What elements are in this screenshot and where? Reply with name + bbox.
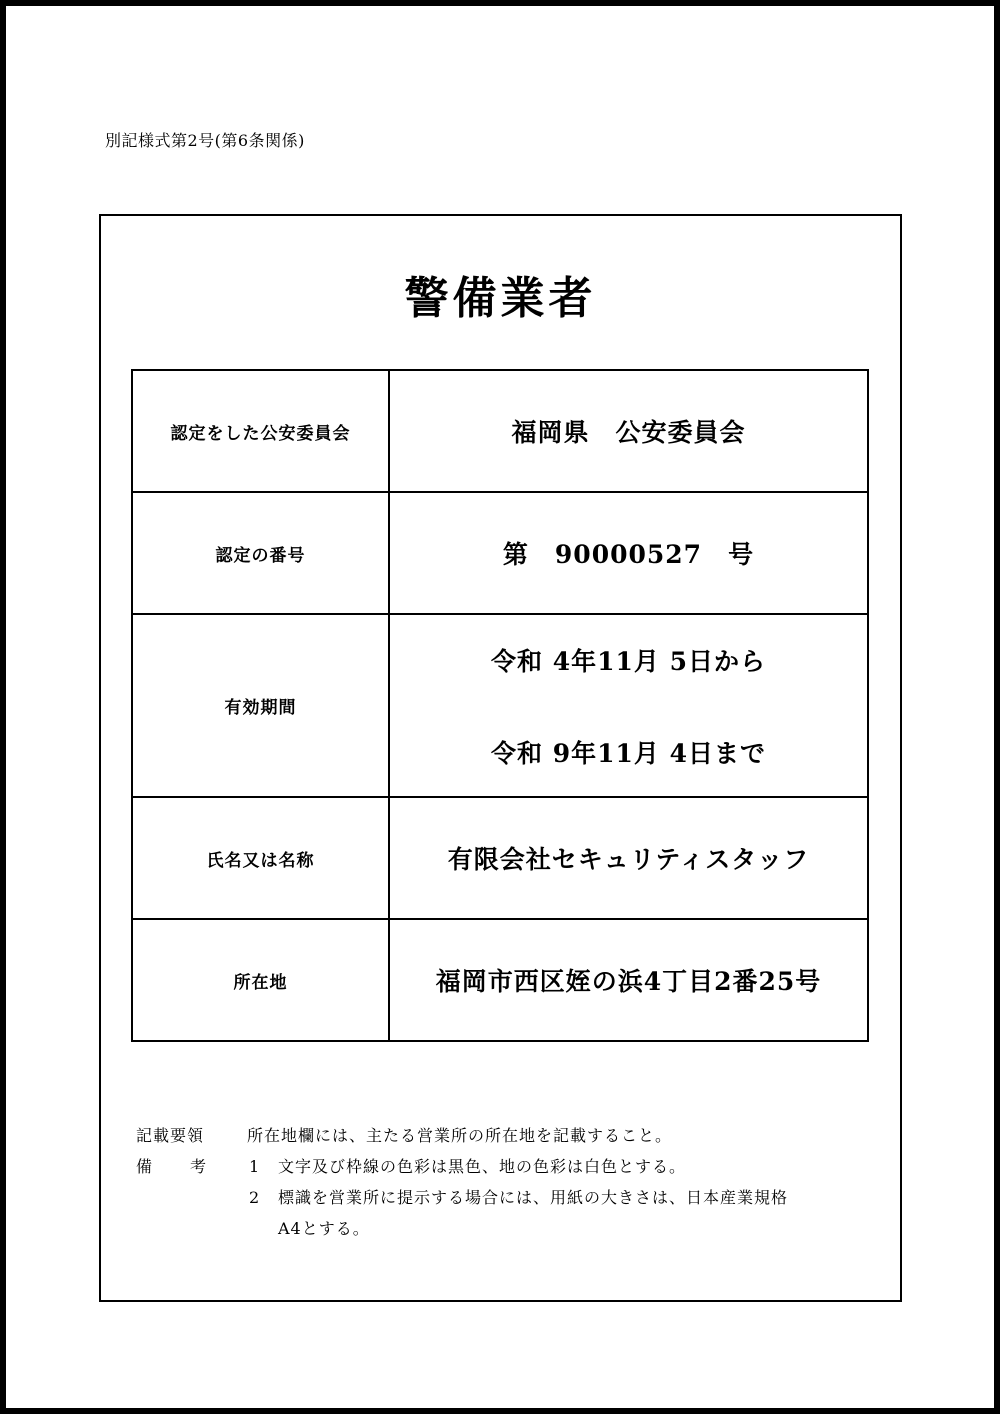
address-value: 福岡市西区姪の浜4丁目2番25号 (389, 919, 868, 1041)
sign-title: 警備業者 (404, 273, 597, 324)
validity-row (132, 614, 868, 797)
name-row (132, 797, 868, 919)
cert-number-label: 認定の番号 (132, 492, 389, 614)
remarks-label-char-1: 備 (136, 1157, 153, 1176)
remark-2-number: 2 (249, 1188, 260, 1207)
validity-to: 令和 9年11月 4日まで (491, 738, 766, 768)
cert-number-value: 第 90000527 号 (389, 492, 868, 614)
commission-label: 認定をした公安委員会 (132, 370, 389, 492)
remark-2-text-line1: 標識を営業所に提示する場合には、用紙の大きさは、日本産業規格 (278, 1188, 789, 1207)
address-row (132, 919, 868, 1041)
validity-value (389, 614, 868, 797)
instructions-label: 記載要領 (136, 1126, 205, 1145)
commission-value: 福岡県 公安委員会 (389, 370, 868, 492)
info-table (131, 369, 869, 1042)
remark-1-text: 文字及び枠線の色彩は黒色、地の色彩は白色とする。 (278, 1157, 687, 1176)
instructions-text: 所在地欄には、主たる営業所の所在地を記載すること。 (247, 1126, 673, 1145)
form-number: 別記様式第2号(第6条関係) (105, 131, 305, 150)
name-label: 氏名又は名称 (132, 797, 389, 919)
address-label: 所在地 (132, 919, 389, 1041)
validity-from: 令和 4年11月 5日から (491, 646, 766, 676)
validity-label: 有効期間 (132, 614, 389, 797)
remark-2-text-line2: A4とする。 (278, 1219, 370, 1238)
remarks-label-char-2: 考 (190, 1157, 207, 1176)
commission-row (132, 370, 868, 492)
name-value: 有限会社セキュリティスタッフ (389, 797, 868, 919)
cert-number-row (132, 492, 868, 614)
remark-1-number: 1 (249, 1157, 260, 1176)
remarks-label (136, 1151, 206, 1182)
